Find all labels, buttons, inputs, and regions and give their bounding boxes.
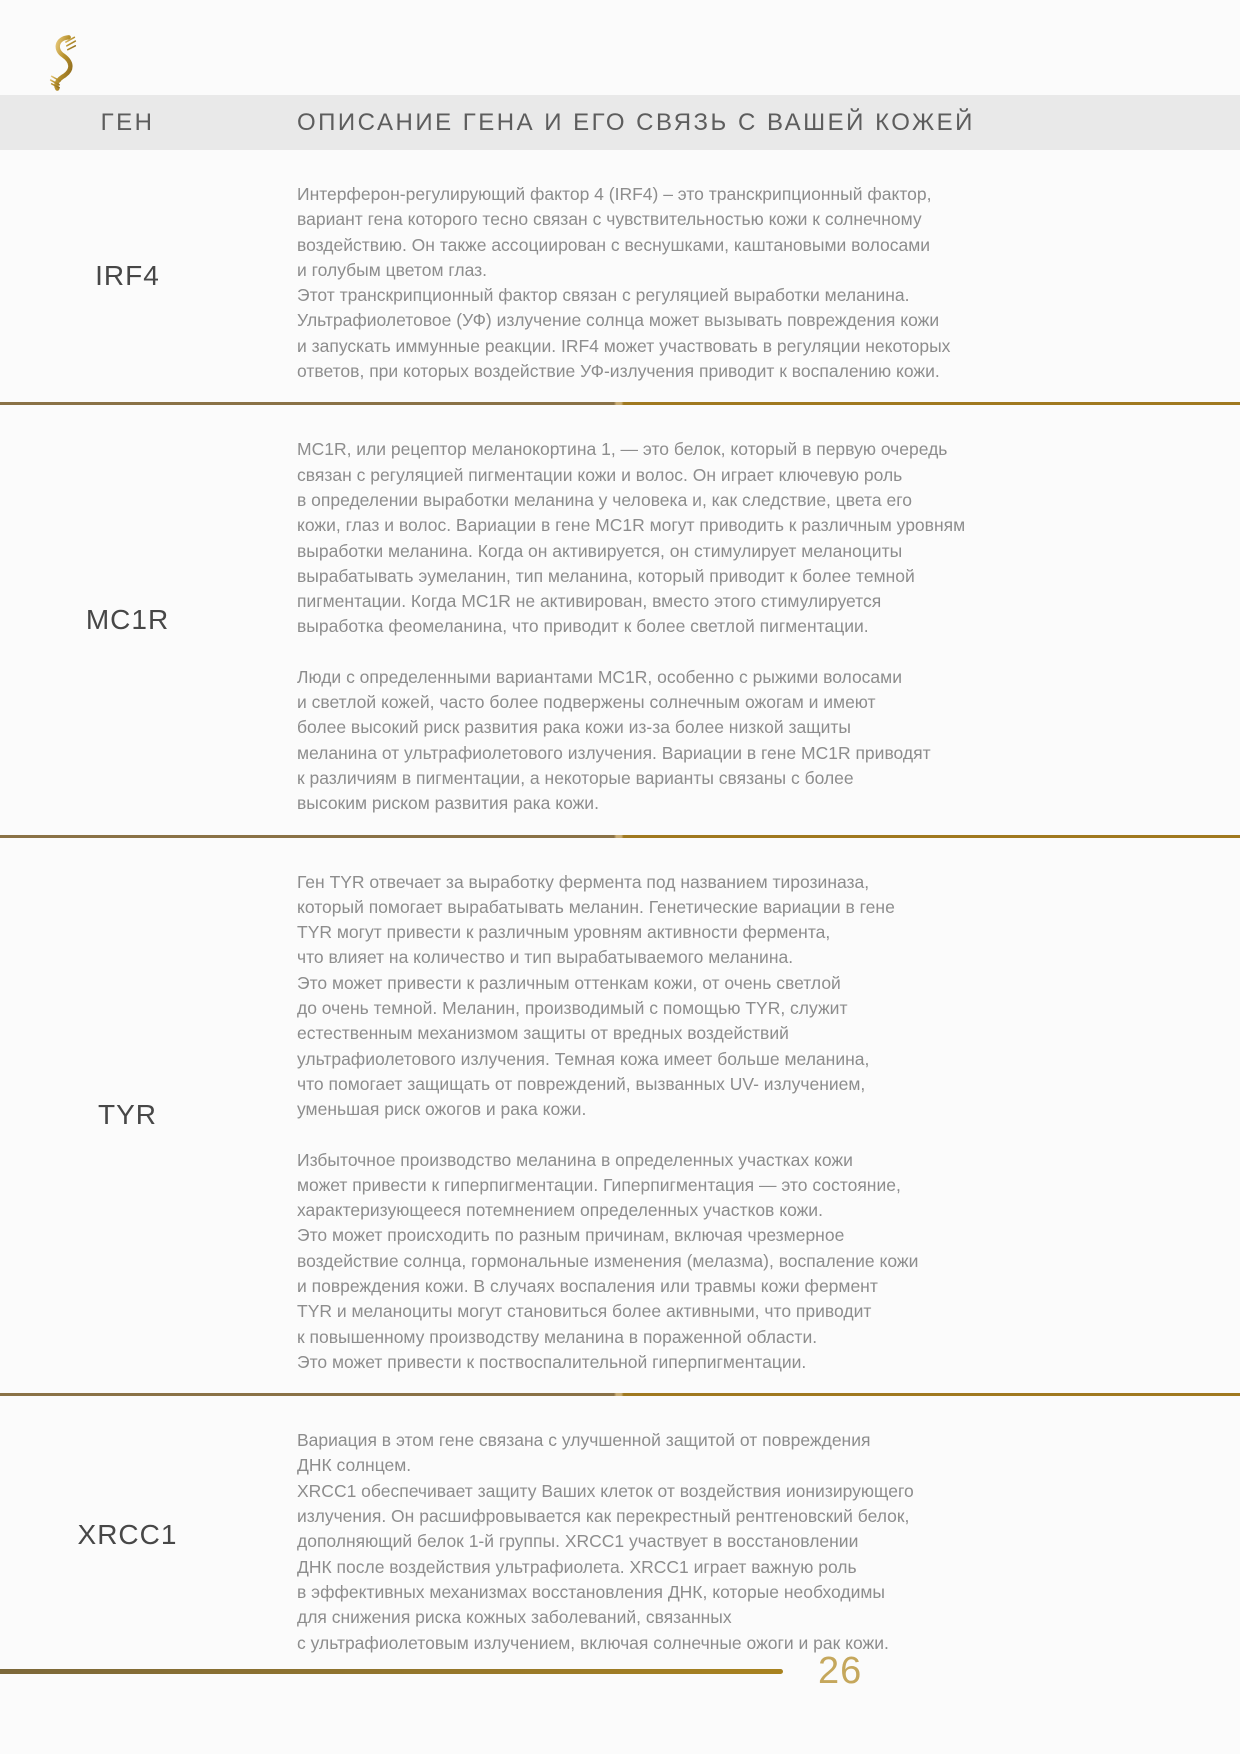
gene-name: MC1R <box>85 603 170 635</box>
table-body <box>0 150 1240 1674</box>
gene-name: IRF4 <box>95 260 160 292</box>
description-paragraph: MC1R, или рецептор меланокортина 1, — это белок, который в первую очередь связан с регуляцией пигментации кожи и волос. Он играет ключевую роль в определении выработки меланина у человека и, как следствие, цвета его кожи, глаз и волос. Вариации в гене MC1R могут приводить к различным уровням выработки меланина. Когда он активируется, он стимулирует меланоциты вырабатывать эумеланин, тип меланина, который приводит к более темной пигментации. Когда MC1R не активирован, вместо этого стимулируется выработка феомеланина, что приводит к более светлой пигментации. <box>297 439 966 637</box>
description-paragraph: Ген TYR отвечает за выработку фермента под названием тирозиназа, который помогает вырабатывать меланин. Генетические вариации в гене TYR могут привести к различным уровням активности фермента, что влияет на количество и тип вырабатываемого меланина. Это может привести к различным оттенкам кожи, от очень светлой до очень темной. Меланин, производимый с помощью TYR, служит естественным механизмом защиты от вредных воздействий ультрафиолетового излучения. Темная кожа имеет больше меланина, что помогает защищать от повреждений, вызванных UV- излучением, уменьшая риск ожогов и рака кожи. <box>297 871 895 1120</box>
gene-table <box>0 95 1240 1674</box>
gene-description <box>255 150 1240 402</box>
gene-row <box>0 150 1240 402</box>
description-paragraph: Избыточное производство меланина в определенных участках кожи может привести к гиперпигментации. Гиперпигментация — это состояние, характеризующееся потемнением определенных участков кожи. Это может происходить по разным причинам, включая чрезмерное воздействие солнца, гормональные изменения (мелазма), воспаление кожи и повреждения кожи. В случаях воспаления или травмы кожи фермент TYR и меланоциты могут становиться более активными, что приводит к повышенному производству меланина в пораженной области. Это может привести к поствоспалительной гиперпигментации. <box>297 1149 919 1372</box>
footer-rule <box>0 1669 783 1674</box>
column-header-description: ОПИСАНИЕ ГЕНА И ЕГО СВЯЗЬ С ВАШЕЙ КОЖЕЙ <box>297 108 975 136</box>
page-number: 26 <box>818 1650 863 1692</box>
table-header-row <box>0 95 1240 150</box>
gene-row <box>0 405 1240 834</box>
gene-row <box>0 838 1240 1394</box>
gene-name: XRCC1 <box>77 1519 178 1550</box>
dna-helix-icon <box>44 33 82 91</box>
gene-description <box>255 1396 1240 1674</box>
logo <box>44 33 82 91</box>
gene-name: TYR <box>98 1099 157 1131</box>
description-paragraph: Люди с определенными вариантами MC1R, особенно с рыжими волосами и светлой кожей, часто более подвержены солнечным ожогам и имеют более высокий риск развития рака кожи из-за более низкой защиты меланина от ультрафиолетового излучения. Вариации в гене MC1R приводят к различиям в пигментации, а некоторые варианты связаны с более высоким риском развития рака кожи. <box>297 666 931 814</box>
column-header-gene: ГЕН <box>100 108 155 136</box>
gene-description <box>255 838 1240 1394</box>
gene-row <box>0 1396 1240 1674</box>
gene-description <box>255 405 1240 834</box>
description-paragraph: Вариация в этом гене связана с улучшенной защитой от повреждения ДНК солнцем. XRCC1 обеспечивает защиту Ваших клеток от воздействия ионизирующего излучения. Он расшифровывается как перекрестный рентгеновский белок, дополняющий белок 1-й группы. XRCC1 участвует в восстановлении ДНК после воздействия ультрафиолета. XRCC1 играет важную роль в эффективных механизмах восстановления ДНК, которые необходимы для снижения риска кожных заболеваний, связанных с ультрафиолетовым излучением, включая солнечные ожоги и рак кожи. <box>297 1430 914 1653</box>
description-paragraph: Интерферон-регулирующий фактор 4 (IRF4) – это транскрипционный фактор, вариант гена которого тесно связан с чувствительностью кожи к солнечному воздействию. Он также ассоциирован с веснушками, каштановыми волосами и голубым цветом глаз. Этот транскрипционный фактор связан с регуляцией выработки меланина. Ультрафиолетовое (УФ) излучение солнца может вызывать повреждения кожи и запускать иммунные реакции. IRF4 может участвовать в регуляции некоторых ответов, при которых воздействие УФ-излучения приводит к воспалению кожи. <box>297 184 951 382</box>
